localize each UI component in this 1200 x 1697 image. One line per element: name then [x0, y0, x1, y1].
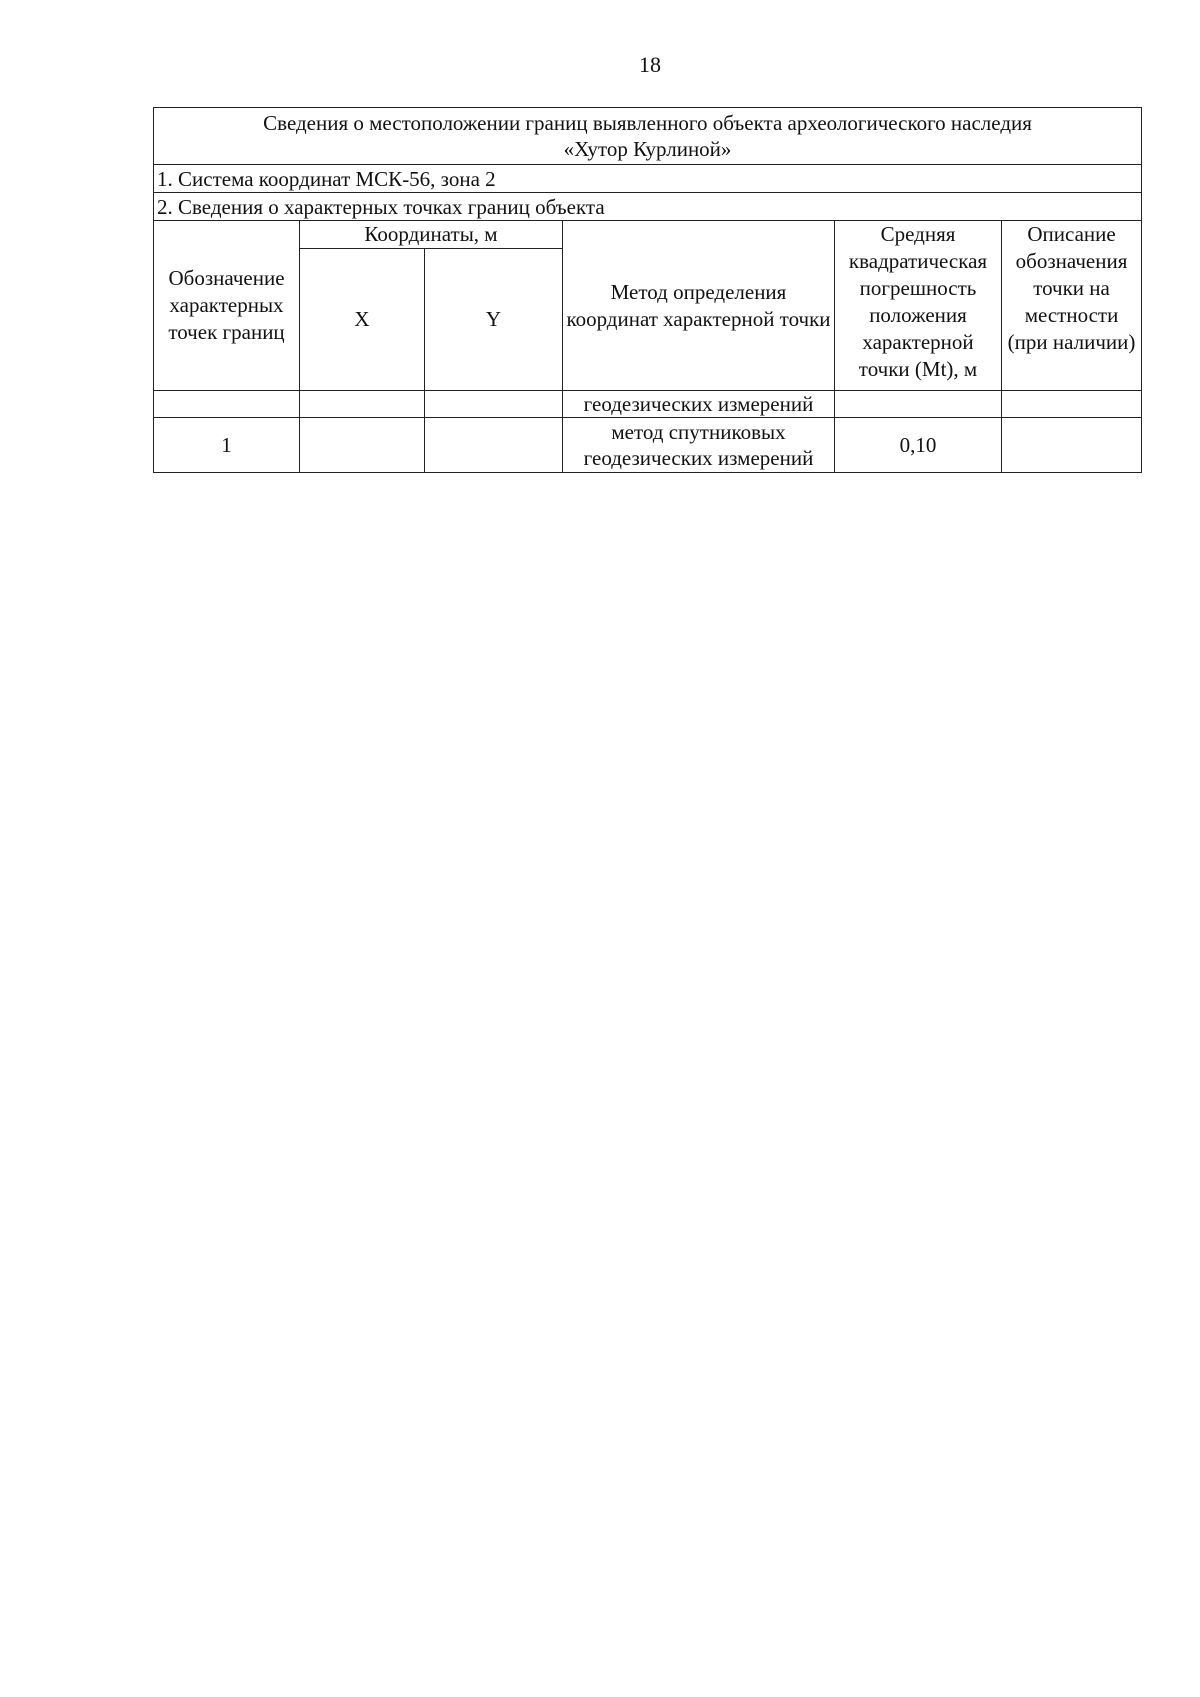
cell-error	[835, 391, 1002, 418]
table-title-row	[154, 108, 1142, 165]
header-point-designation: Обозначение характерных точек границ	[154, 221, 300, 391]
cell-y	[425, 391, 563, 418]
header-mean-square-error: Средняя квадратическая погрешность положения характерной точки (Mt), м	[835, 221, 1002, 391]
header-y: Y	[425, 249, 563, 391]
table-row	[154, 391, 1142, 418]
section-1-row	[154, 165, 1142, 193]
cell-method: геодезических измерений	[563, 391, 835, 418]
cell-y	[425, 418, 563, 473]
table-row	[154, 418, 1142, 473]
cell-description	[1002, 418, 1142, 473]
section-2-row	[154, 193, 1142, 221]
header-coordinates: Координаты, м	[300, 221, 563, 249]
cell-error: 0,10	[835, 418, 1002, 473]
header-method: Метод определения координат характерной точки	[563, 221, 835, 391]
cell-description	[1002, 391, 1142, 418]
cell-point	[154, 391, 300, 418]
boundary-points-table	[153, 107, 1142, 473]
header-row-1	[154, 221, 1142, 249]
boundary-points-label: 2. Сведения о характерных точках границ объекта	[154, 193, 1142, 221]
cell-point: 1	[154, 418, 300, 473]
page-number: 18	[639, 52, 661, 77]
header-point-description: Описание обозначения точки на местности (при наличии)	[1002, 221, 1142, 391]
coordinate-system-label: 1. Система координат МСК-56, зона 2	[154, 165, 1142, 193]
table-title-line-2: «Хутор Курлиной»	[563, 137, 732, 161]
cell-method: метод спутниковых геодезических измерений	[563, 418, 835, 473]
header-x: X	[300, 249, 425, 391]
cell-x	[300, 391, 425, 418]
table-title	[154, 108, 1142, 165]
table-title-line-1: Сведения о местоположении границ выявленного объекта археологического наследия	[263, 111, 1032, 135]
cell-x	[300, 418, 425, 473]
